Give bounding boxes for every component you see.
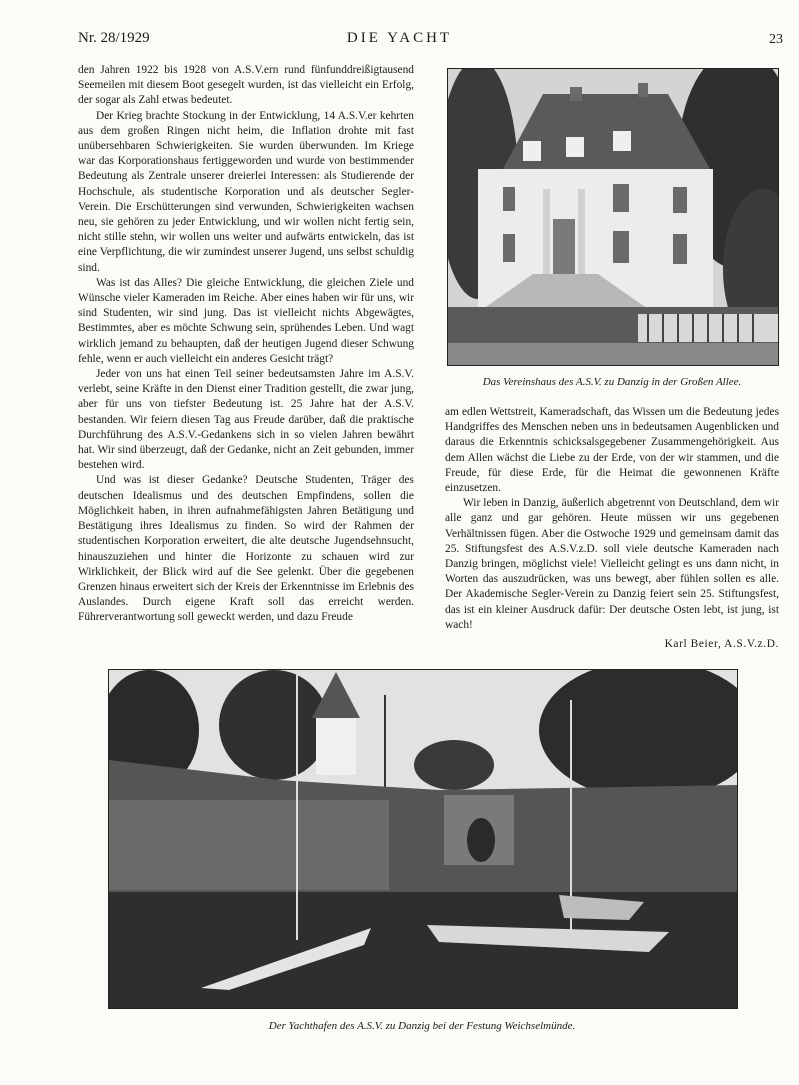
author-signature: Karl Beier, A.S.V.z.D. (664, 638, 779, 651)
paragraph: Der Krieg brachte Stockung in der Entwicklung, 14 A.S.V.er kehrten aus dem großen Ringen nicht heim, die Inflation drohte mit fast unübersehbaren Schwierigkeiten. Sie wurden überwunden. Im Kriege war das Korporationshaus fertiggeworden und wurde von bestimmender Bedeutung als Zentrale unserer dreierlei Interessen: als Studierende der Hochschule, als studentische Korporation und als deutscher Segler-Verein. Die Erschütterungen sind verwunden, Schwierigkeiten wachsen neu, sie gehören zu jeder Entwicklung, und wir wollen nicht fertig sein, nicht stille stehn, wir wollen uns weiter und aufwärts entwickeln, das ist eine Verpflichtung, die wir zumindest unserer Jugend, uns selbst schuldig sind. (78, 109, 414, 274)
yacht-harbor-photo (108, 669, 738, 1009)
issue-number: Nr. 28/1929 (78, 30, 150, 46)
yacht-harbor-photo-caption: Der Yachthafen des A.S.V. zu Danzig bei der Festung Weichselmünde. (268, 1020, 576, 1032)
clubhouse-photo-caption: Das Vereinshaus des A.S.V. zu Danzig in der Großen Allee. (482, 376, 742, 388)
page-header (0, 30, 799, 50)
magazine-title: DIE YACHT (346, 30, 453, 46)
page-number: 23 (769, 32, 783, 47)
paragraph: Und was ist dieser Gedanke? Deutsche Studenten, Träger des deutschen Idealismus und des deutschen Empfindens, sollen die Möglichkeit haben, in ihren aufnahmefähigsten Jahren Betätigung und Bestätigung ihres Idealismus zu finden. So wird der Rahmen der studentischen Korporation erweitert, die alte deutsche Jugendsehnsucht, hinauszuziehen und hinter die Horizonte zu schauen wird zur Wirklichkeit, der Blick wird auf die See gelenkt. Über die gegebenen Grenzen hinaus erweitert sich der Kreis der Erkenntnisse im Erlebnis des Auslandes. Durch eigene Kraft soll das erreicht werden. Führerverantwortung soll geweckt werden, und dazu Freude (78, 474, 414, 624)
clubhouse-photo (447, 68, 779, 366)
article-right-column (445, 405, 779, 652)
paragraph: Wir leben in Danzig, äußerlich abgetrennt von Deutschland, dem wir alle ganz und gar gehören. Heute müssen wir uns gegebenen Verhältnissen fügen. Aber die Ostwoche 1929 und gemeinsam damit das 25. Stiftungsfest des A.S.V.z.D. soll viele deutsche Kameraden nach Danzig bringen, möglichst viele! Vielleicht gelingt es uns dann nicht, in Worten das auszudrücken, was uns bewegt, aber fühlen sollen es alle. Der Akademische Segler-Verein zu Danzig feiert sein 25. Stiftungsfest, das ist ein kleiner Ausdruck dafür: Der deutsche Osten lebt, ist jung, ist wach! (445, 497, 779, 631)
paragraph: Was ist das Alles? Die gleiche Entwicklung, die gleichen Ziele und Wünsche vieler Kameraden im Reiche. Aber eines haben wir für uns, wir sind Studenten, wir sind jung. Das ist vielleicht nichts Abgewägtes, Bestimmtes, aber es möchte Schwung sein, sprühendes Leben. Und wagt wirklich jemand zu behaupten, daß der heutigen Jugend dieser Schwung fehle, wenn er auch vielleicht ein anderes Gesicht trägt? (78, 276, 414, 365)
paragraph: den Jahren 1922 bis 1928 von A.S.V.ern rund fünfunddreißigtausend Seemeilen mit diesem Boot gesegelt wurden, ist das vielleicht ein Erfolg, der sogar als Zahl etwas bedeutet. (78, 64, 414, 107)
article-left-column (78, 63, 414, 626)
paragraph: am edlen Wettstreit, Kameradschaft, das Wissen um die Bedeutung jedes Handgriffes des Menschen neben uns in bedeutsamen Augenblicken und daraus die Erkenntnis schicksalsgegebener Zusammengehörigkeit. Aus dem Allen wächst die Liebe zu der Erde, von der wir stammen, und die Freude, für diese Erde, für die Heimat die gewonnenen Kräfte einzusetzen. (445, 406, 779, 495)
paragraph: Jeder von uns hat einen Teil seiner bedeutsamsten Jahre im A.S.V. verlebt, seine Kräfte in den Dienst einer Tradition gestellt, die zwar jung, aber für uns von tiefster Bedeutung ist. 25 Jahre hat der A.S.V. bestanden. Wir feiern diesen Tag aus Freude darüber, daß die praktische Durchführung des A.S.V.-Gedankens sich in so vielen Jahren bewährt hat. Wir sind überzeugt, daß der Gedanke, nicht an Zeit gebunden, immer bestehen wird. (78, 368, 414, 472)
